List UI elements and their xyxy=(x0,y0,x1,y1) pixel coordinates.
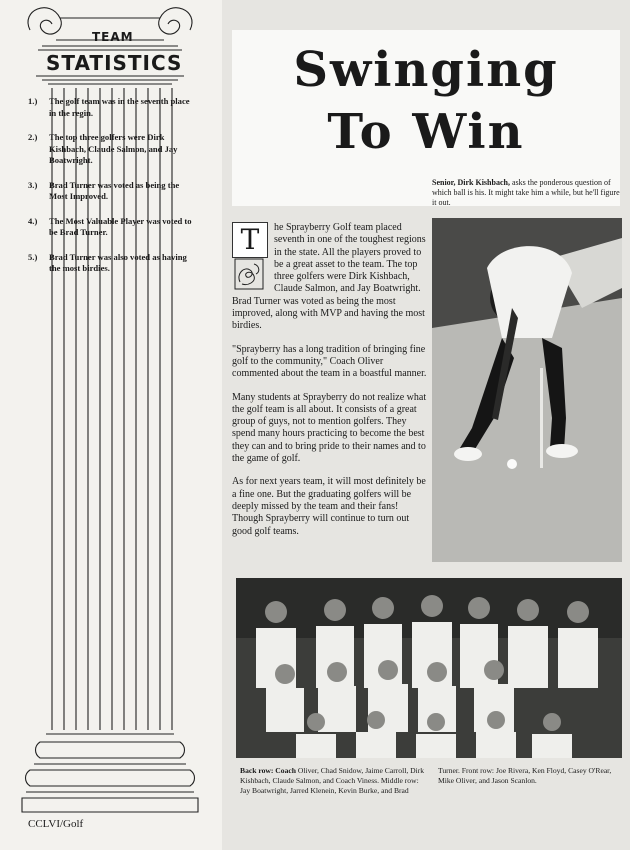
stat-item: 2.) The top three golfers were Dirk Kishbach, Claude Salmon, and Jay Boatwright. xyxy=(28,132,178,165)
golfer-photo-caption xyxy=(432,178,622,208)
headline-line-1: Swinging xyxy=(293,42,559,98)
article-paragraph: T he Sprayberry Golf team placed seventh in one of the toughest regions in the state. All the players proved to be a great asset to the team. The top three golfers were Dirk Kishbach, Claude Salmon, and Jay Boatwright. Brad Turner was voted as being the most improved, along with MVP and having the most birdies. xyxy=(232,222,426,332)
article-body xyxy=(232,222,427,549)
stat-item: 4.) The Most Valuable Player was voted to be Brad Turner. xyxy=(28,215,192,237)
drop-cap-letter: T xyxy=(232,222,268,258)
team-photo xyxy=(236,578,622,758)
stats-title: STATISTICS xyxy=(46,51,183,75)
caption-lead: Senior, Dirk Kishbach, xyxy=(432,178,510,187)
caption-text: Oliver, Chad Snidow, Jaime Carroll, Dirk Kishbach, Claude Salmon, and Coach Viness. Middle row: Jay Boatwright, Jarred Klenein, Kevin Burke, and Brad Turner. Front row: Joe Rivera, Ken Floyd, Casey O'Rear, Mike Oliver, and Jason Scanlon. xyxy=(240,766,612,795)
golfer-photo xyxy=(432,218,622,562)
article-paragraph: As for next years team, it will most definitely be a fine one. But the graduating golfers will be deeply missed by the team and their fans! Though Sprayberry will continue to turn out good golf teams. xyxy=(232,476,426,537)
drop-cap-ornament-icon xyxy=(234,258,264,290)
page-folio: CCLVI/Golf xyxy=(28,818,84,830)
team-photo-caption xyxy=(240,766,626,796)
article-paragraph: "Sprayberry has a long tradition of bringing fine golf to the community," Coach Oliver commented about the team in a boastful manner. xyxy=(232,343,427,380)
article-paragraph: Many students at Sprayberry do not realize what the golf team is all about. It consists of a great group of guys, not to mention golfers. They spend many hours practicing to become the best they can and to bring pride to their names and to the game of golf. xyxy=(232,391,427,465)
team-statistics-list xyxy=(28,96,198,288)
stats-title-small: TEAM xyxy=(92,30,134,44)
stat-item: 1.) The golf team was in the seventh place in the regin. xyxy=(28,96,190,118)
stat-item: 5.) Brad Turner was also voted as having the most birdies. xyxy=(28,251,187,273)
headline-line-2: To Win xyxy=(327,104,525,160)
stat-item: 3.) Brad Turner was voted as being the Most Improved. xyxy=(28,179,180,201)
caption-lead: Back row: Coach xyxy=(240,766,296,775)
drop-cap xyxy=(232,222,268,292)
caption-text: asks the ponderous question of which ball is his. It might take him a while, but he'll figure it out. xyxy=(432,178,620,207)
